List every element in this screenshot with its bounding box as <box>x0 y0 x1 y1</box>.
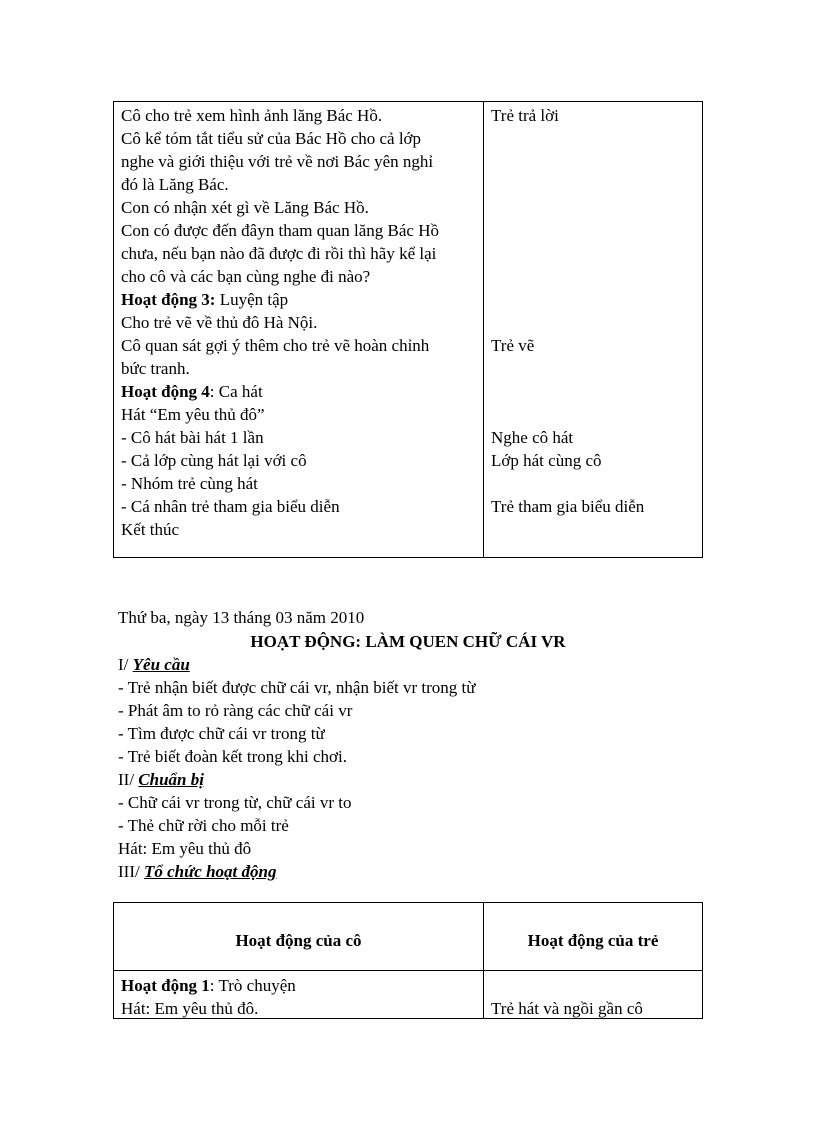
teacher-activity-line <box>121 173 229 196</box>
teacher-activity-line <box>121 495 340 518</box>
activity-label: Hoạt động 4 <box>121 382 210 401</box>
activity-text: - Cô hát bài hát 1 lần <box>121 428 264 447</box>
section-3-prefix: III/ <box>118 862 144 881</box>
date-line: Thứ ba, ngày 13 tháng 03 năm 2010 <box>118 608 365 627</box>
lesson-title: HOẠT ĐỘNG: LÀM QUEN CHỮ CÁI VR <box>250 632 566 651</box>
teacher-activity-line <box>121 357 190 380</box>
teacher-activity-line <box>121 104 382 127</box>
child-response: Trẻ hát và ngồi gần cô <box>491 999 643 1018</box>
requirement-item: - Tìm được chữ cái vr trong từ <box>118 724 325 743</box>
activity-text: : Ca hát <box>209 382 263 401</box>
activity-text: Cô kể tóm tắt tiểu sử của Bác Hồ cho cả lớp <box>121 129 422 148</box>
activity-text: nghe và giới thiệu với trẻ về nơi Bác yên nghỉ <box>121 152 434 171</box>
child-activity-line: Lớp hát cùng cô <box>491 451 602 470</box>
header-child-activity: Hoạt động của trẻ <box>527 931 659 950</box>
section-2-prefix: II/ <box>118 770 139 789</box>
activity-text: Luyện tập <box>215 290 289 309</box>
header-teacher-activity: Hoạt động của cô <box>235 931 362 950</box>
teacher-activity-line <box>121 127 421 150</box>
activity-text: Cô cho trẻ xem hình ảnh lăng Bác Hồ. <box>121 106 383 125</box>
teacher-activity-line <box>121 380 263 403</box>
activity-text: chưa, nếu bạn nào đã được đi rồi thì hãy kể lại <box>121 244 437 263</box>
activity-text: đó là Lăng Bác. <box>121 175 229 194</box>
activity-text: bức tranh. <box>121 359 190 378</box>
preparation-item: - Thẻ chữ rời cho mỗi trẻ <box>118 816 289 835</box>
activity-text: cho cô và các bạn cùng nghe đi nào? <box>121 267 371 286</box>
activity-text: Cho trẻ vẽ về thủ đô Hà Nội. <box>121 313 318 332</box>
activity-text: Con có nhận xét gì về Lăng Bác Hồ. <box>121 198 369 217</box>
teacher-activity-line <box>121 449 307 472</box>
activity-text: - Nhóm trẻ cùng hát <box>121 474 258 493</box>
preparation-item: Hát: Em yêu thủ đô <box>118 839 252 858</box>
child-activity-line: Trẻ trả lời <box>491 106 559 125</box>
activity-text: Con có được đến đâyn tham quan lăng Bác Hồ <box>121 221 439 240</box>
activity-text: Cô quan sát gợi ý thêm cho trẻ vẽ hoàn chỉnh <box>121 336 430 355</box>
teacher-activity-line <box>121 403 265 426</box>
activity-table-continued <box>113 101 703 558</box>
section-2-heading <box>118 768 204 791</box>
teacher-activity-line <box>121 288 288 311</box>
teacher-activity-line <box>121 334 429 357</box>
activity-label: Hoạt động 3: <box>121 290 216 309</box>
teacher-activity-line <box>121 472 258 495</box>
child-activity-line: Trẻ vẽ <box>491 336 535 355</box>
activity-1-line <box>121 974 296 997</box>
requirement-item: - Trẻ nhận biết được chữ cái vr, nhận biết vr trong từ <box>118 678 476 697</box>
header-separator <box>114 970 702 971</box>
column-divider <box>483 903 484 1018</box>
activity-text: - Cá nhân trẻ tham gia biểu diễn <box>121 497 340 516</box>
activity-text: Hát “Em yêu thủ đô” <box>121 405 265 424</box>
column-divider <box>483 102 484 557</box>
section-3-heading <box>118 860 276 883</box>
teacher-activity-line <box>121 150 433 173</box>
child-activity-line: Trẻ tham gia biểu diễn <box>491 497 645 516</box>
activity-table <box>113 902 703 1019</box>
activity-1-song: Hát: Em yêu thủ đô. <box>121 999 259 1018</box>
teacher-activity-line <box>121 518 179 541</box>
section-3-title: Tổ chức hoạt động <box>143 862 277 881</box>
section-1-heading <box>118 653 190 676</box>
teacher-activity-line <box>121 311 317 334</box>
activity-text: Kết thúc <box>121 520 180 539</box>
activity-1-label: Hoạt động 1 <box>121 976 210 995</box>
teacher-activity-line <box>121 242 436 265</box>
activity-1-name: : Trò chuyện <box>209 976 296 995</box>
section-2-title: Chuẩn bị <box>138 770 204 789</box>
requirement-item: - Trẻ biết đoàn kết trong khi chơi. <box>118 747 348 766</box>
section-1-title: Yêu cầu <box>132 655 190 674</box>
requirement-item: - Phát âm to rỏ ràng các chữ cái vr <box>118 701 353 720</box>
teacher-activity-line <box>121 219 439 242</box>
section-1-prefix: I/ <box>118 655 133 674</box>
child-activity-line: Nghe cô hát <box>491 428 574 447</box>
preparation-item: - Chữ cái vr trong từ, chữ cái vr to <box>118 793 352 812</box>
teacher-activity-line <box>121 196 369 219</box>
teacher-activity-line <box>121 265 370 288</box>
activity-text: - Cả lớp cùng hát lại với cô <box>121 451 307 470</box>
teacher-activity-line <box>121 426 264 449</box>
